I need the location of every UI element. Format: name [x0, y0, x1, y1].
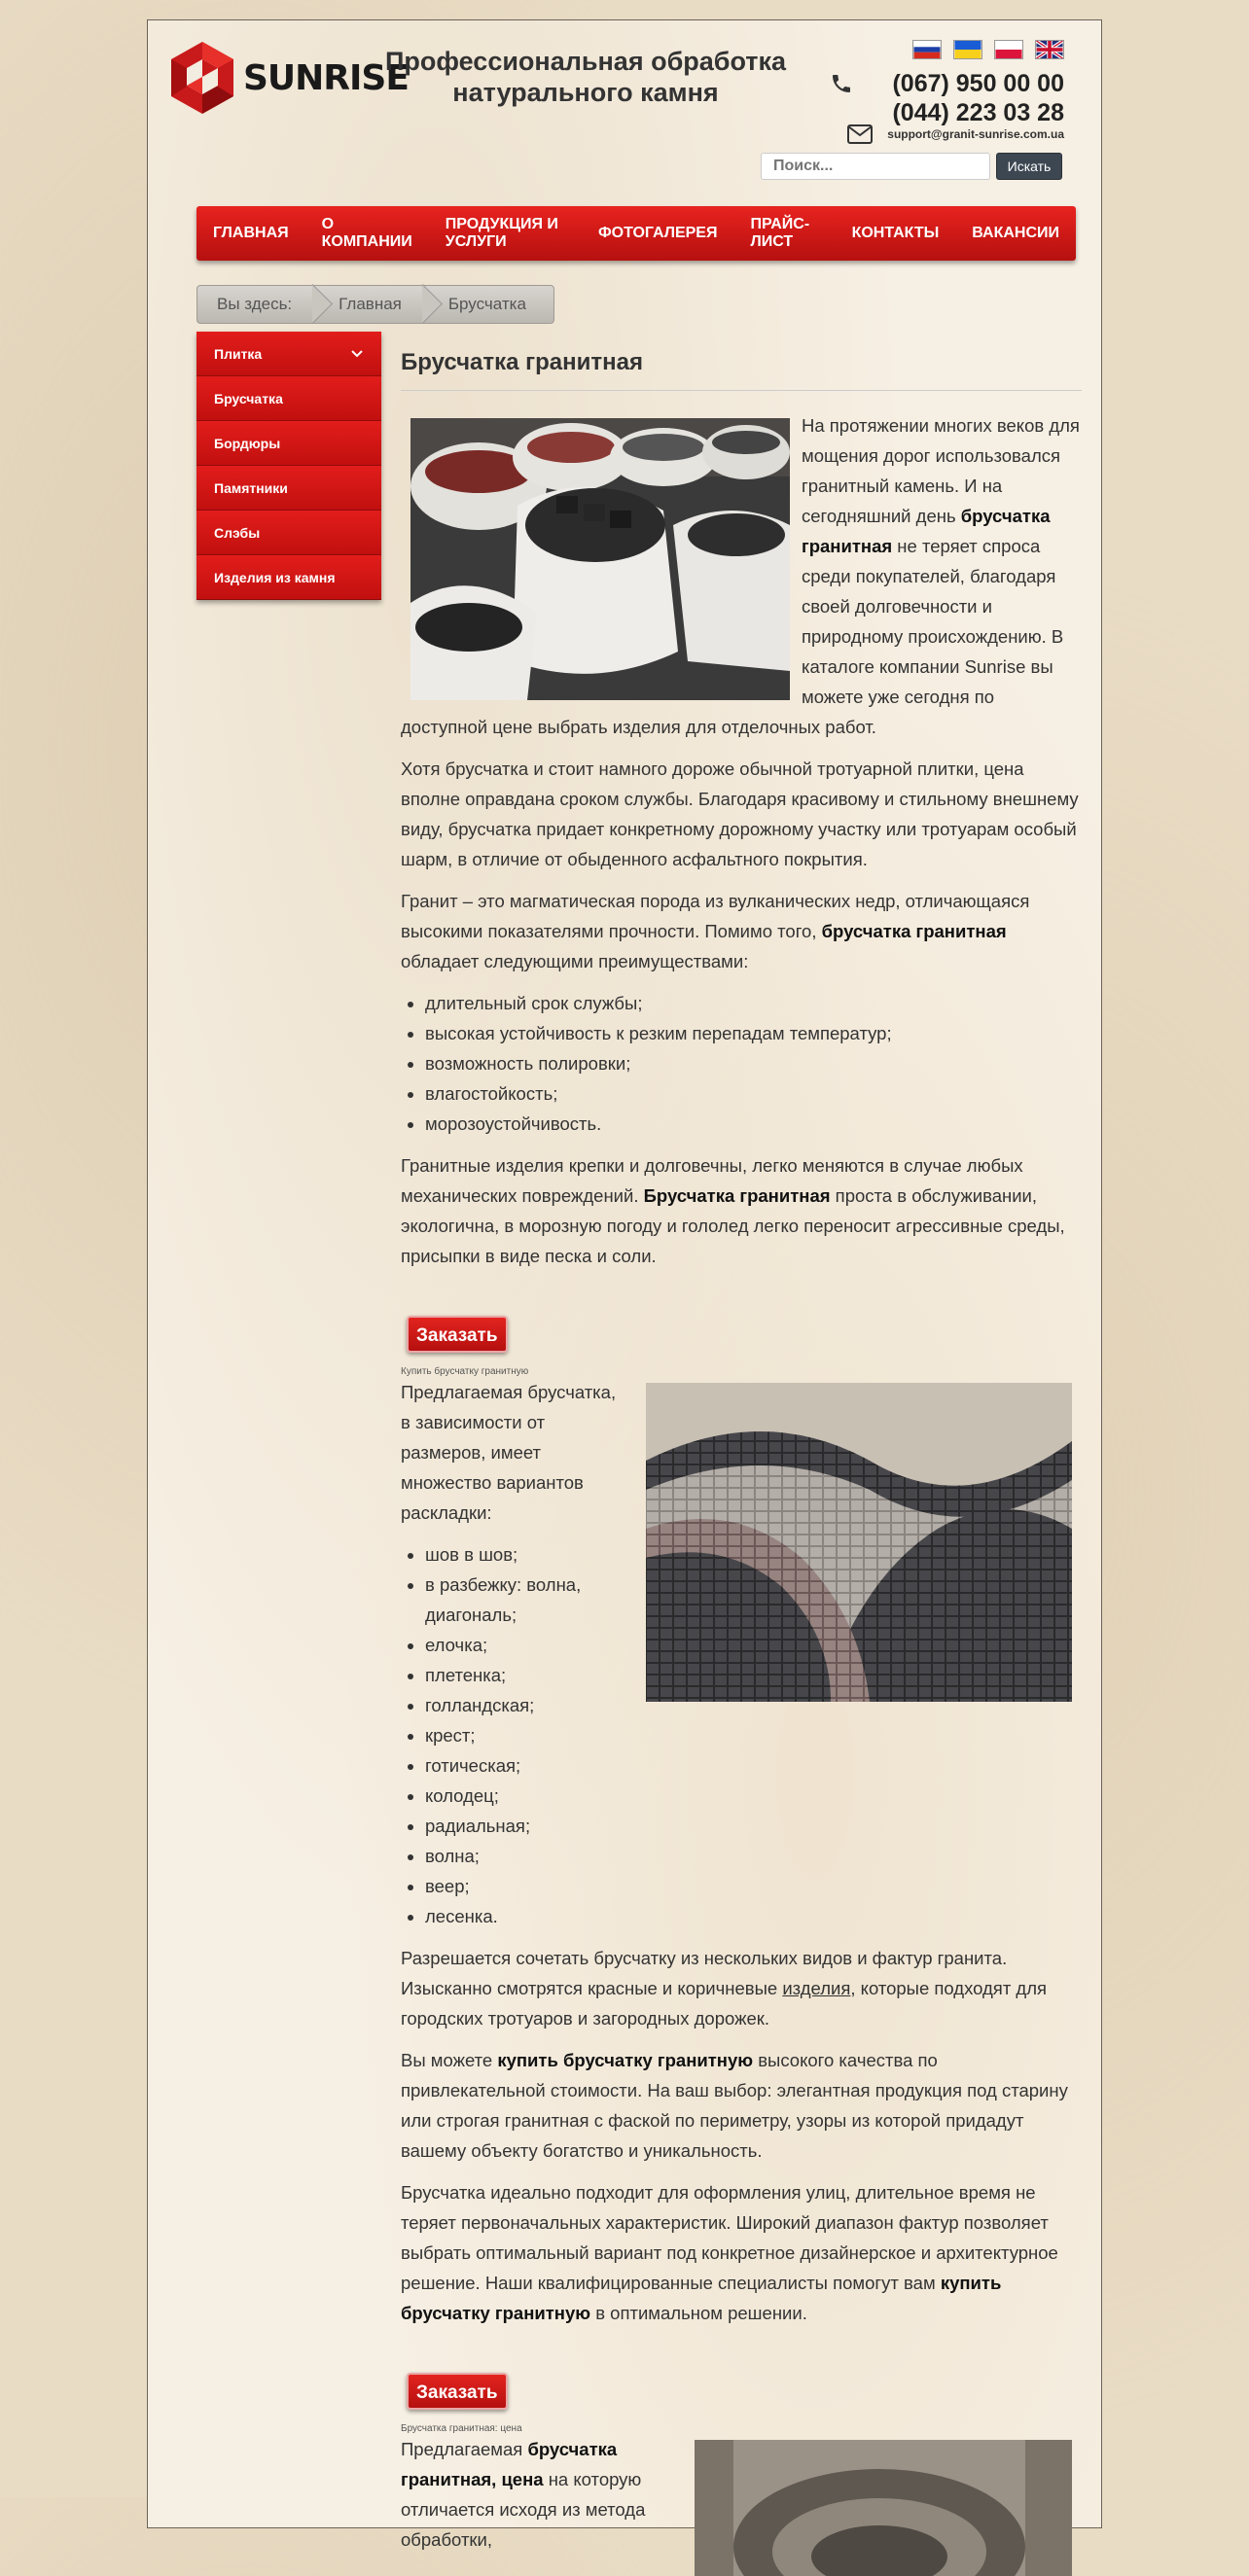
sidebar-item-slabs[interactable]: Слэбы: [196, 511, 381, 555]
language-switcher: [912, 40, 1064, 59]
products-link[interactable]: изделия: [782, 1978, 851, 1998]
page-container: [147, 19, 1102, 2550]
logo-text: SUNRISE: [243, 57, 409, 98]
list-item: • возможность полировки;: [425, 1048, 1082, 1078]
nav-contacts[interactable]: КОНТАКТЫ: [851, 225, 940, 241]
nav-gallery[interactable]: ФОТОГАЛЕРЕЯ: [597, 225, 718, 241]
slogan: Профессиональная обработка натурального камня: [384, 47, 787, 107]
chevron-down-icon: [350, 332, 364, 376]
paving-mosaic-photo: [695, 2440, 1072, 2576]
sunrise-logo-icon: [169, 40, 235, 116]
phone-icon: [830, 72, 853, 95]
email-link[interactable]: support@granit-sunrise.com.ua: [887, 127, 1064, 141]
granite-bags-photo: [410, 418, 790, 700]
sidebar-item-curbs[interactable]: Бордюры: [196, 421, 381, 466]
paragraph-durability: Гранитные изделия крепки и долговечны, легко меняются в случае любых механических повреждений. Брусчатка гранитная проста в обслуживании, экологична, в морозную погоду и гололед легко переносит агрессивные среды, присыпки в виде песка и соли.: [401, 1155, 1065, 1266]
breadcrumb: [196, 285, 554, 324]
page-title: Брусчатка гранитная: [401, 332, 1082, 391]
phone-block: [830, 69, 1064, 127]
sidebar-item-tiles[interactable]: [196, 332, 381, 376]
logo[interactable]: [169, 40, 409, 116]
pl-flag-icon[interactable]: [994, 40, 1023, 59]
list-item: • высокая устойчивость к резким перепадам температур;: [425, 1018, 1082, 1048]
sidebar-item-label: Плитка: [214, 346, 263, 362]
list-item: • голландская;: [425, 1690, 1082, 1720]
paragraph-buy: Вы можете купить брусчатку гранитную высокого качества по привлекательной стоимости. На ваш выбор: элегантная продукция под старину или строгая гранитная с фаской по периметру, узоры из которой придадут вашему объекту богатство и уникальность.: [401, 2050, 1068, 2161]
list-item: • длительный срок службы;: [425, 988, 1082, 1018]
list-item: • крест;: [425, 1720, 1082, 1750]
sidebar-menu: [196, 332, 381, 600]
phone-number-1[interactable]: (067) 950 00 00: [892, 70, 1064, 97]
search-input[interactable]: [761, 153, 990, 180]
en-flag-icon[interactable]: [1035, 40, 1064, 59]
email-block: [846, 124, 1064, 145]
main-nav: [196, 206, 1076, 261]
paragraph-layouts: Предлагаемая брусчатка, в зависимости от размеров, имеет множество вариантов раскладки:: [401, 1382, 617, 1523]
breadcrumb-label: Вы здесь:: [197, 286, 319, 323]
image-caption: Купить брусчатку гранитную: [401, 1366, 529, 1377]
paragraph-granite: Гранит – это магматическая порода из вулканических недр, отличающаяся высокими показателями прочности. Помимо того, брусчатка гранитная обладает следующими преимуществами:: [401, 891, 1030, 971]
image-caption-2: Брусчатка гранитная: цена: [401, 2423, 522, 2434]
list-item: • плетенка;: [425, 1660, 1082, 1690]
breadcrumb-current: Брусчатка: [447, 295, 526, 313]
nav-vacancies[interactable]: ВАКАНСИИ: [972, 225, 1059, 241]
list-item: • морозоустойчивость.: [425, 1109, 1082, 1139]
list-item: • веер;: [425, 1871, 1082, 1901]
nav-about[interactable]: О КОМПАНИИ: [321, 216, 412, 250]
search-button[interactable]: Искать: [996, 153, 1062, 180]
list-item: • волна;: [425, 1841, 1082, 1871]
paragraph-price: Хотя брусчатка и стоит намного дороже обычной тротуарной плитки, цена вполне оправдана сроком службы. Благодаря красивому и стильному внешнему виду, брусчатка придает конкретному дорожному участку или тротуарам особый шарм, в отличие от обыденного асфальтного покрытия.: [401, 759, 1079, 869]
search-form: [761, 153, 1062, 180]
sidebar-item-stone-products[interactable]: Изделия из камня: [196, 555, 381, 600]
order-button[interactable]: Заказать: [407, 1316, 508, 1353]
mail-icon: [846, 124, 874, 145]
list-item: • колодец;: [425, 1781, 1082, 1811]
list-item: • лесенка.: [425, 1901, 1082, 1931]
breadcrumb-home[interactable]: Главная: [319, 286, 429, 323]
paragraph-combine: Разрешается сочетать брусчатку из нескольких видов и фактур гранита. Изысканно смотрятся красные и коричневые изделия, которые подходят для городских тротуаров и загородных дорожек.: [401, 1948, 1048, 2029]
sidebar-item-paving[interactable]: Брусчатка: [196, 376, 381, 421]
paving-pattern-photo: [646, 1383, 1072, 1702]
paragraph-streets: Брусчатка идеально подходит для оформления улиц, длительное время не теряет первоначальных характеристик. Широкий диапазон фактур позволяет выбрать оптимальный вариант под конкретное дизайнерское и архитектурное решение. Наши квалифицированные специалисты помогут вам купить брусчатку гранитную в оптимальном решении.: [401, 2182, 1058, 2323]
list-item: • влагостойкость;: [425, 1078, 1082, 1109]
order-button-2[interactable]: Заказать: [407, 2373, 508, 2410]
phone-number-2[interactable]: (044) 223 03 28: [892, 99, 1064, 126]
nav-home[interactable]: ГЛАВНАЯ: [213, 225, 289, 241]
paragraph-price-method: Предлагаемая брусчатка гранитная, цена на которую отличается исходя из метода обработки,: [401, 2439, 646, 2550]
article: [401, 332, 1082, 2576]
list-item: • елочка;: [425, 1630, 1082, 1660]
list-item: • в разбежку: волна, диагональ;: [425, 1570, 1082, 1630]
list-item: • шов в шов;: [425, 1539, 1082, 1570]
list-item: • радиальная;: [425, 1811, 1082, 1841]
nav-pricelist[interactable]: ПРАЙС-ЛИСТ: [750, 216, 810, 250]
nav-products[interactable]: ПРОДУКЦИЯ И УСЛУГИ: [445, 216, 558, 250]
benefits-list: [425, 988, 1082, 1139]
paragraph-intro: На протяжении многих веков для мощения дорог использовался гранитный камень. И на сегодняшний день брусчатка гранитная не теряет спроса среди покупателей, благодаря своей долговечности и природному происхождению. В каталоге компании Sunrise вы можете уже сегодня по доступной цене выбрать изделия для отделочных работ.: [401, 415, 1080, 737]
list-item: • готическая;: [425, 1750, 1082, 1781]
sidebar-item-monuments[interactable]: Памятники: [196, 466, 381, 511]
ru-flag-icon[interactable]: [912, 40, 942, 59]
ua-flag-icon[interactable]: [953, 40, 982, 59]
